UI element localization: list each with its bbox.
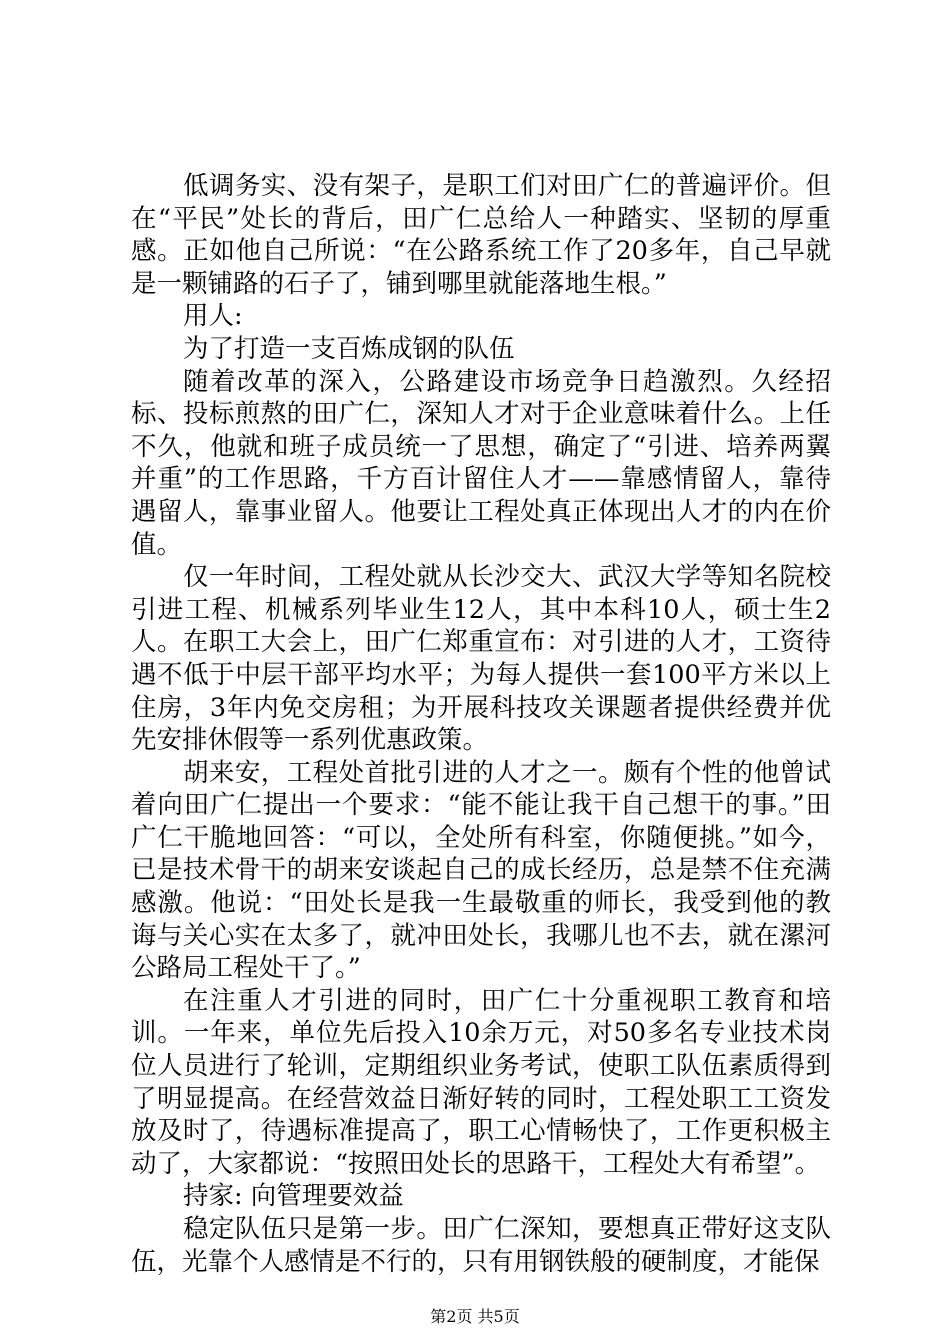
paragraph: 在注重人才引进的同时，田广仁十分重视职工教育和培训。一年来，单位先后投入10余万元，对50多名专业技术岗位人员进行了轮训，定期组织业务考试，使职工队伍素质得到了明显提高。在经营效益日渐好转的同时，工程处职工工资发放及时了，待遇标准提高了，职工心情畅快了，工作更积极主动了，大家都说：“按照田处长的思路干，工程处大有希望”。 — [131, 985, 831, 1179]
document-body — [131, 170, 831, 1278]
page-footer: 第2页 共5页 — [430, 1307, 520, 1326]
paragraph: 低调务实、没有架子，是职工们对田广仁的普遍评价。但在“平民”处长的背后，田广仁总给人一种踏实、坚韧的厚重感。正如他自己所说：“在公路系统工作了20多年，自己早就是一颗铺路的石子了，铺到哪里就能落地生根。” — [131, 171, 831, 299]
paragraph: 仅一年时间，工程处就从长沙交大、武汉大学等知名院校引进工程、机械系列毕业生12人，其中本科10人，硕士生2人。在职工大会上，田广仁郑重宣布：对引进的人才，工资待遇不低于中层干部平均水平；为每人提供一套100平方米以上住房，3年内免交房租；为开展科技攻关课题者提供经费并优先安排休假等一系列优惠政策。 — [131, 562, 831, 756]
paragraph: 稳定队伍只是第一步。田广仁深知，要想真正带好这支队伍，光靠个人感情是不行的，只有用钢铁般的硬制度，才能保 — [131, 1214, 831, 1277]
paragraph: 随着改革的深入，公路建设市场竞争日趋激烈。久经招标、投标煎熬的田广仁，深知人才对于企业意味着什么。上任不久，他就和班子成员统一了思想，确定了“引进、培养两翼并重”的工作思路，千方百计留住人才——靠感情留人，靠待遇留人，靠事业留人。他要让工程处真正体现出人才的内在价值。 — [131, 366, 831, 560]
section-subheading: 为了打造一支百炼成钢的队伍 — [183, 333, 515, 364]
section-heading: 持家: 向管理要效益 — [183, 1181, 404, 1212]
section-heading: 用人: — [183, 301, 243, 332]
paragraph: 胡来安，工程处首批引进的人才之一。颇有个性的他曾试着向田广仁提出一个要求：“能不能让我干自己想干的事。”田广仁干脆地回答：“可以，全处所有科室，你随便挑。”如今，已是技术骨干的胡来安谈起自己的成长经历，总是禁不住充满感激。他说：“田处长是我一生最敬重的师长，我受到他的教诲与关心实在太多了，就冲田处长，我哪儿也不去，就在漯河公路局工程处干了。” — [131, 757, 831, 984]
